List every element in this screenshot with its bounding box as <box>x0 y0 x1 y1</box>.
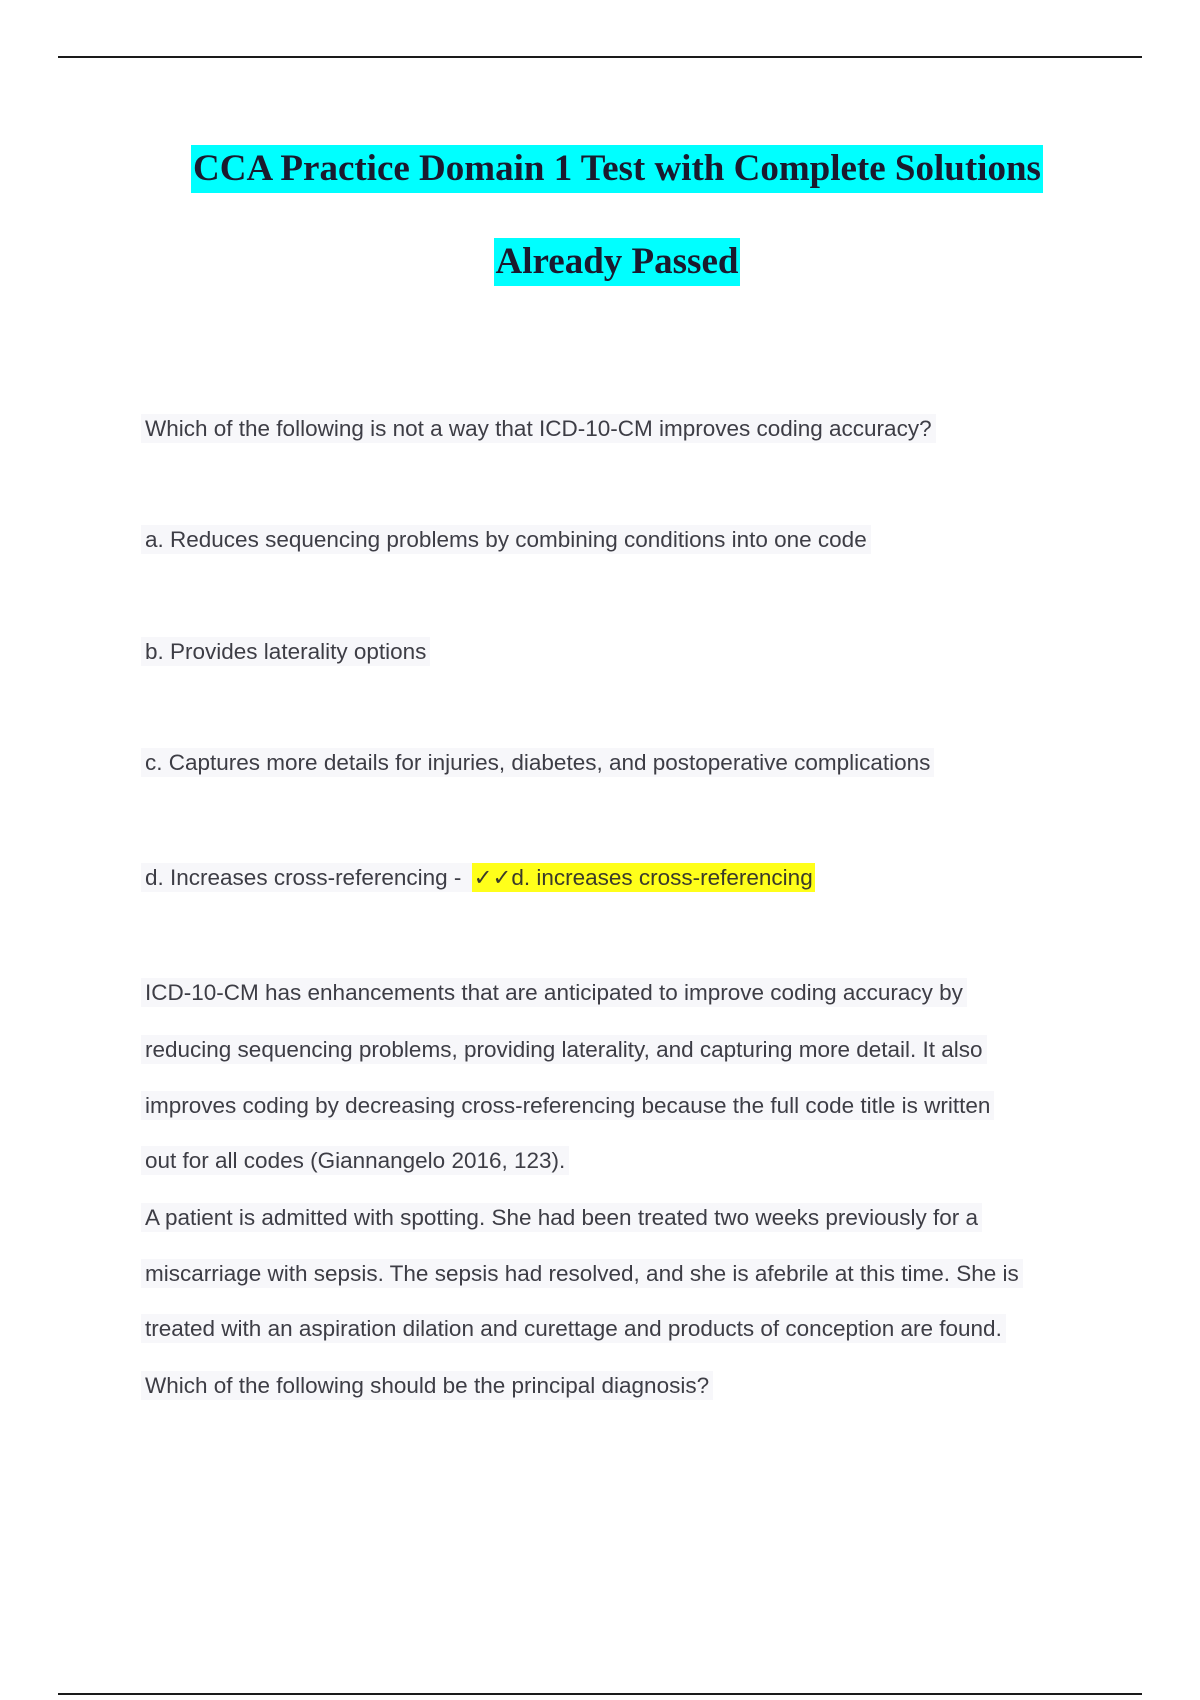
explanation-line-1 <box>145 978 967 1008</box>
question-1-option-b <box>145 637 430 667</box>
document-title-line-2: Already Passed <box>494 238 741 286</box>
explanation-text: reducing sequencing problems, providing laterality, and capturing more detail. It also <box>141 1035 987 1064</box>
option-d-text: d. Increases cross-referencing - <box>141 863 472 892</box>
question-1-option-a <box>145 525 871 555</box>
option-b-text: b. Provides laterality options <box>141 637 430 666</box>
question-1-option-d <box>145 863 815 893</box>
explanation-line-2 <box>145 1035 987 1065</box>
question-2-text: A patient is admitted with spotting. She had been treated two weeks previously for a <box>141 1203 982 1232</box>
question-2-text: Which of the following should be the principal diagnosis? <box>141 1371 713 1400</box>
question-1-prompt-text: Which of the following is not a way that ICD-10-CM improves coding accuracy? <box>141 414 936 443</box>
question-2-line-3 <box>145 1314 1006 1344</box>
question-1-prompt <box>145 414 936 444</box>
explanation-text: improves coding by decreasing cross-referencing because the full code title is written <box>141 1091 994 1120</box>
answer-highlight: ✓✓d. increases cross-referencing <box>473 865 813 890</box>
question-2-text: treated with an aspiration dilation and curettage and products of conception are found. <box>141 1314 1006 1343</box>
question-2-line-4 <box>145 1371 713 1401</box>
question-2-line-2 <box>145 1259 1023 1289</box>
question-1-option-c <box>145 748 934 778</box>
title-line-2-wrap <box>0 238 1200 286</box>
document-title-line-1: CCA Practice Domain 1 Test with Complete Solutions <box>191 145 1043 193</box>
title-line-1-wrap <box>0 145 1200 193</box>
option-c-text: c. Captures more details for injuries, diabetes, and postoperative complications <box>141 748 934 777</box>
explanation-text: ICD-10-CM has enhancements that are anticipated to improve coding accuracy by <box>141 978 967 1007</box>
top-rule <box>58 56 1142 58</box>
question-2-text: miscarriage with sepsis. The sepsis had resolved, and she is afebrile at this time. She is <box>141 1259 1023 1288</box>
bottom-rule <box>58 1693 1142 1695</box>
option-a-text: a. Reduces sequencing problems by combining conditions into one code <box>141 525 871 554</box>
explanation-text: out for all codes (Giannangelo 2016, 123). <box>141 1146 569 1175</box>
explanation-line-4 <box>145 1146 569 1176</box>
explanation-line-3 <box>145 1091 994 1121</box>
question-2-line-1 <box>145 1203 982 1233</box>
